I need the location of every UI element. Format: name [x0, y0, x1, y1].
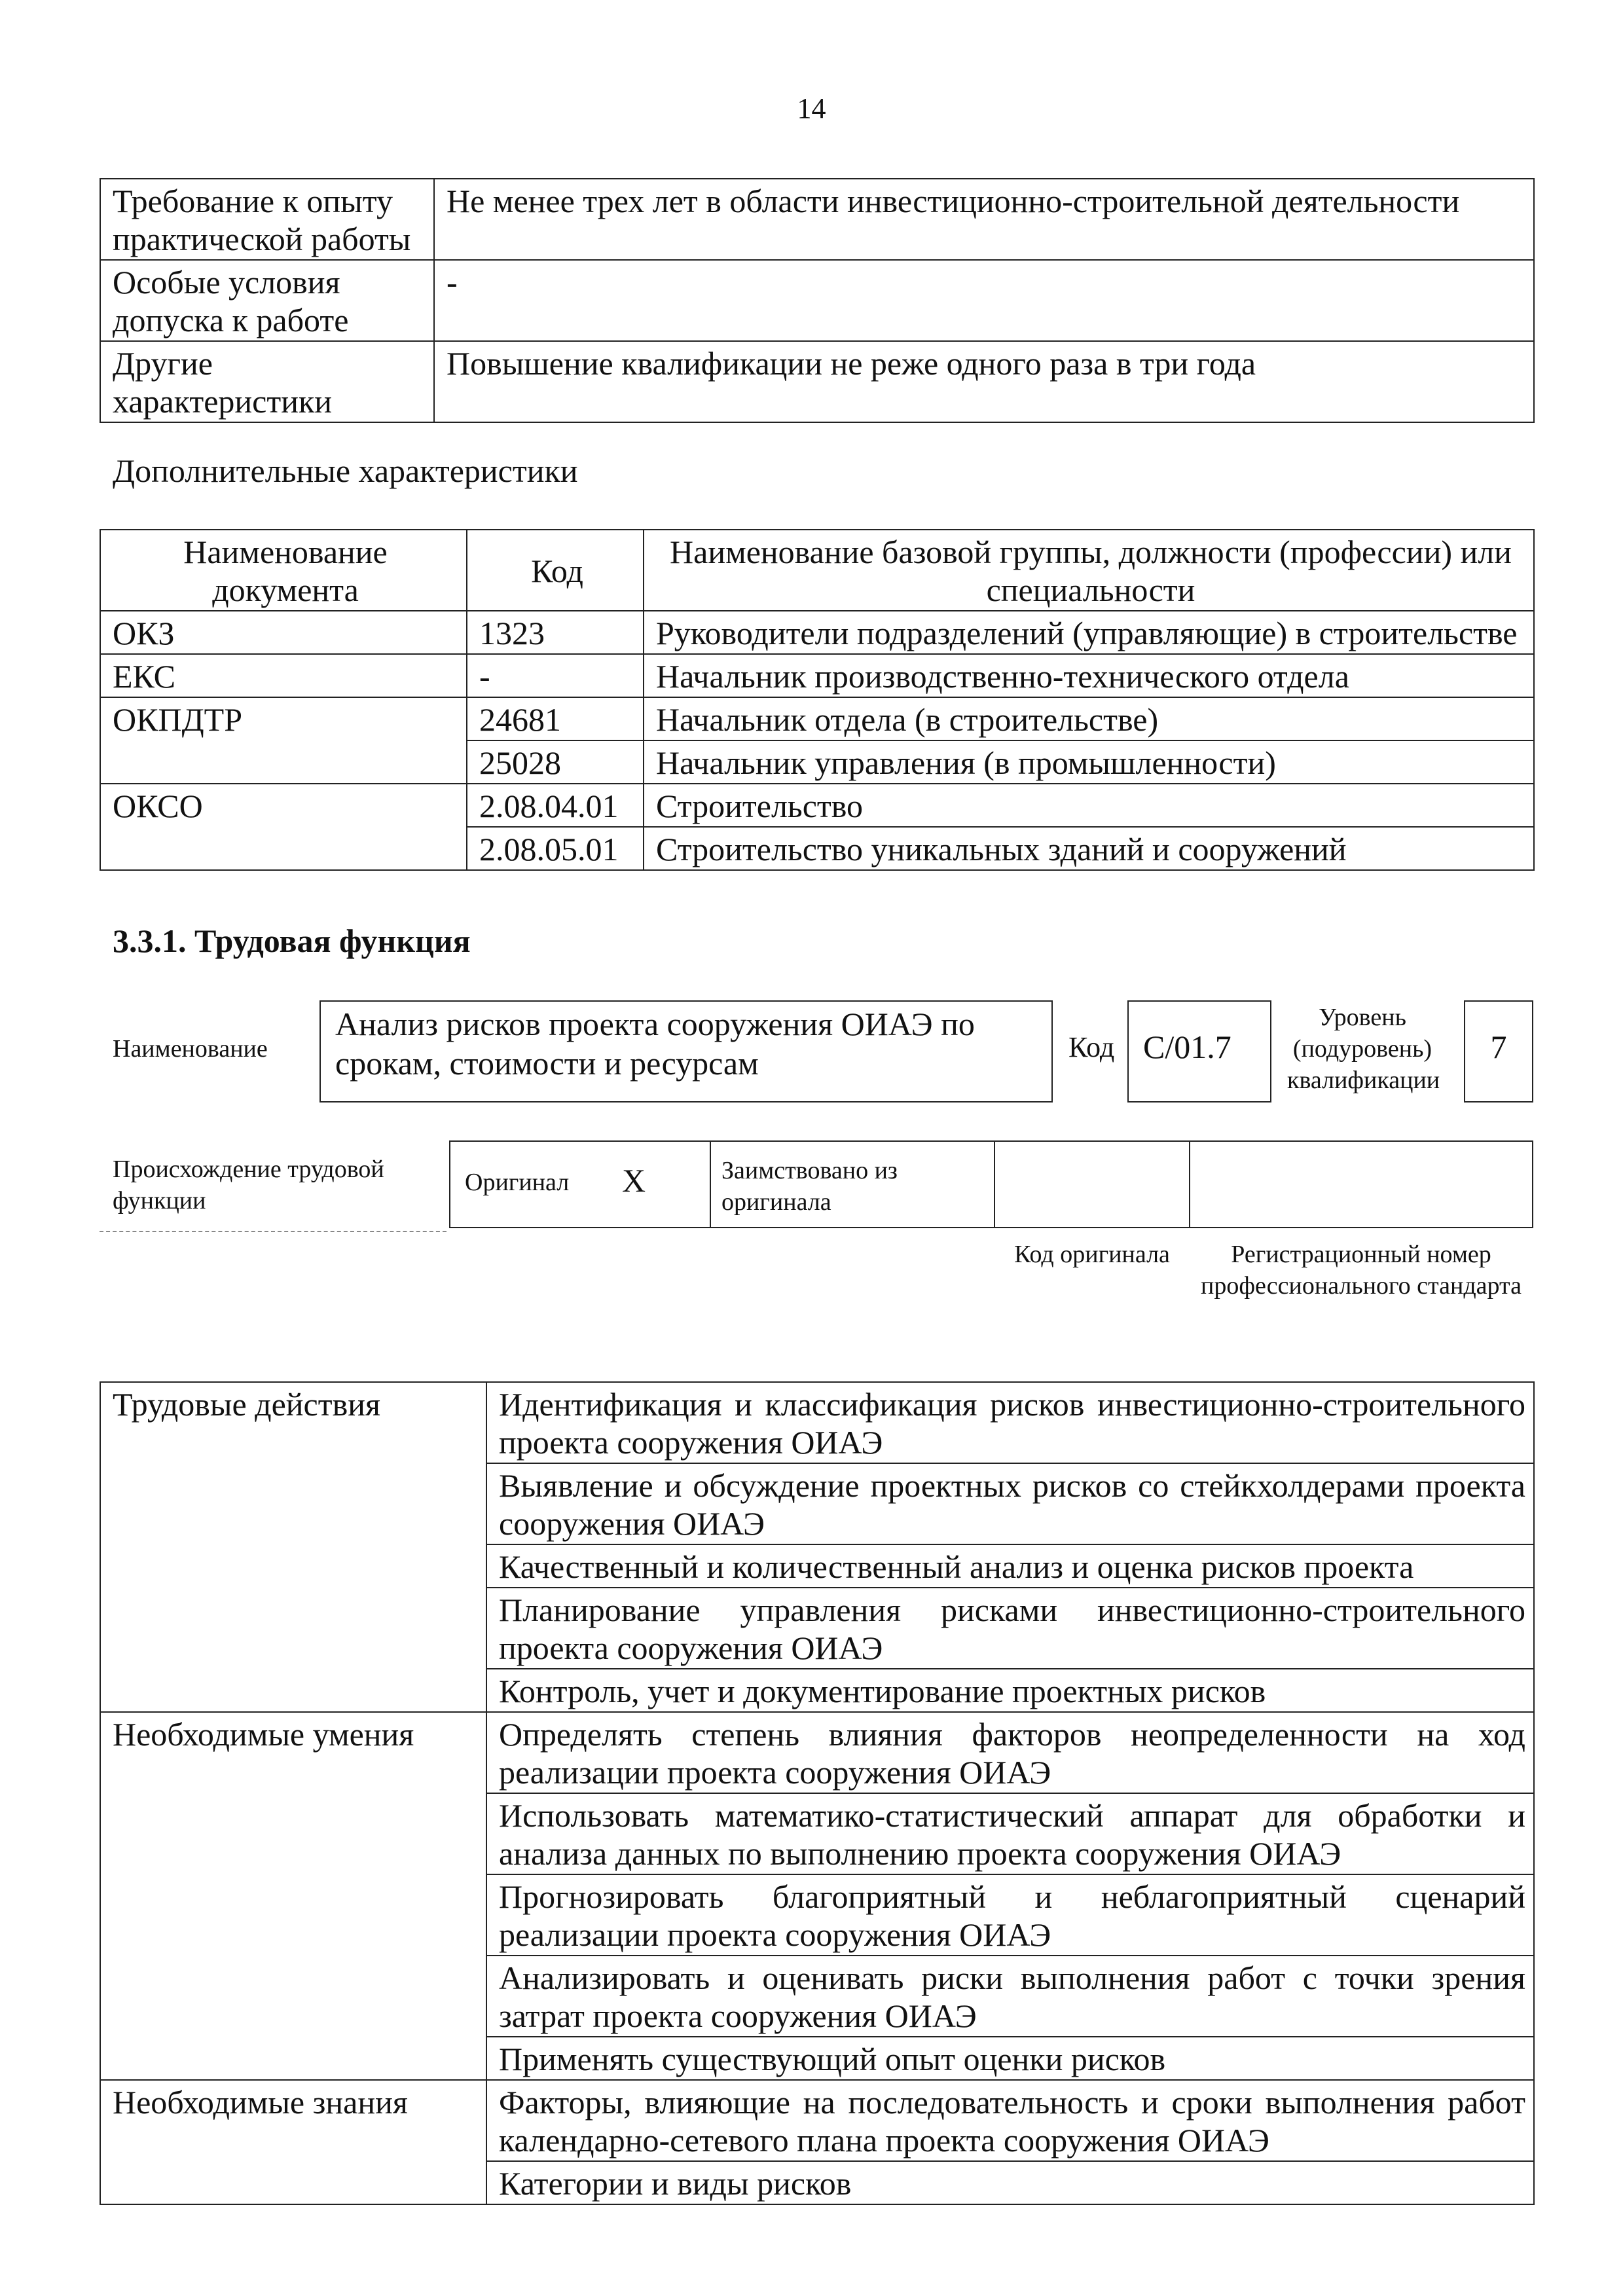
- doc-cell: ОКПДТР: [100, 697, 467, 784]
- requirement-label: Требование к опыту практической работы: [100, 179, 434, 260]
- action-item: Идентификация и классификация рисков инвестиционно-строительного проекта сооружения ОИАЭ: [486, 1382, 1534, 1463]
- additional-table: [100, 529, 1535, 871]
- skills-label: Необходимые умения: [100, 1712, 486, 2080]
- name-cell: Начальник управления (в промышленности): [644, 740, 1534, 784]
- requirement-value: Повышение квалификации не реже одного раза в три года: [434, 341, 1534, 422]
- level-value-box: 7: [1464, 1000, 1533, 1102]
- original-code-caption: Код оригинала: [1014, 1241, 1170, 1268]
- table-row: [100, 260, 1534, 341]
- name-cell: Руководители подразделений (управляющие) в строительстве: [644, 611, 1534, 654]
- table-row: [100, 784, 1534, 827]
- name-cell: Строительство: [644, 784, 1534, 827]
- function-name-box: Анализ рисков проекта сооружения ОИАЭ по срокам, стоимости и ресурсам: [319, 1000, 1053, 1102]
- duties-table: [100, 1381, 1535, 2205]
- original-label: Оригинал: [465, 1169, 570, 1196]
- action-item: Качественный и количественный анализ и оценка рисков проекта: [486, 1544, 1534, 1588]
- skill-item: Прогнозировать благоприятный и неблагоприятный сценарий реализации проекта сооружения ОИАЭ: [486, 1874, 1534, 1956]
- function-code-box: C/01.7: [1127, 1000, 1271, 1102]
- name-cell: Начальник отдела (в строительстве): [644, 697, 1534, 740]
- level-label: Уровень (подуровень) квалификации: [1287, 1004, 1440, 1094]
- table-row: [100, 654, 1534, 697]
- actions-label: Трудовые действия: [100, 1382, 486, 1712]
- action-item: Контроль, учет и документирование проектных рисков: [486, 1669, 1534, 1712]
- section-title: 3.3.1. Трудовая функция: [113, 922, 471, 959]
- code-cell: 2.08.04.01: [467, 784, 644, 827]
- table-row: [100, 611, 1534, 654]
- skill-item: Применять существующий опыт оценки рисков: [486, 2037, 1534, 2080]
- registration-number-caption: Регистрационный номер профессионального стандарта: [1201, 1241, 1522, 1300]
- page-number: 14: [797, 92, 826, 124]
- code-label: Код: [1068, 1031, 1115, 1063]
- requirement-value: -: [434, 260, 1534, 341]
- skill-item: Анализировать и оценивать риски выполнения работ с точки зрения затрат проекта сооружения ОИАЭ: [486, 1956, 1534, 2037]
- skill-item: Определять степень влияния факторов неопределенности на ход реализации проекта сооружения ОИАЭ: [486, 1712, 1534, 1793]
- table-row: [100, 1712, 1534, 1793]
- code-cell: 1323: [467, 611, 644, 654]
- name-cell: Строительство уникальных зданий и сооружений: [644, 827, 1534, 870]
- header-name: Наименование базовой группы, должности (профессии) или специальности: [644, 530, 1534, 611]
- code-cell: 2.08.05.01: [467, 827, 644, 870]
- requirement-label: Другие характеристики: [100, 341, 434, 422]
- table-row: [100, 697, 1534, 740]
- original-box: [449, 1140, 711, 1228]
- action-item: Выявление и обсуждение проектных рисков со стейкхолдерами проекта сооружения ОИАЭ: [486, 1463, 1534, 1544]
- doc-cell: ОКСО: [100, 784, 467, 870]
- origin-divider: [100, 1231, 447, 1232]
- original-mark: X: [622, 1162, 646, 1199]
- header-code: Код: [467, 530, 644, 611]
- requirement-label: Особые условия допуска к работе: [100, 260, 434, 341]
- name-label: Наименование: [113, 1035, 268, 1063]
- table-row: [100, 179, 1534, 260]
- knowledge-label: Необходимые знания: [100, 2080, 486, 2204]
- origin-label: Происхождение трудовой функции: [113, 1156, 384, 1214]
- action-item: Планирование управления рисками инвестиционно-строительного проекта сооружения ОИАЭ: [486, 1588, 1534, 1669]
- table-row: [100, 341, 1534, 422]
- borrowed-box: Заимствовано из оригинала: [710, 1140, 995, 1228]
- requirement-value: Не менее трех лет в области инвестиционно-строительной деятельности: [434, 179, 1534, 260]
- skill-item: Использовать математико-статистический аппарат для обработки и анализа данных по выполнению проекта сооружения ОИАЭ: [486, 1793, 1534, 1874]
- name-cell: Начальник производственно-технического отдела: [644, 654, 1534, 697]
- additional-heading: Дополнительные характеристики: [113, 452, 578, 489]
- knowledge-item: Факторы, влияющие на последовательность и сроки выполнения работ календарно-сетевого плана проекта сооружения ОИАЭ: [486, 2080, 1534, 2161]
- knowledge-item: Категории и виды рисков: [486, 2161, 1534, 2204]
- code-cell: -: [467, 654, 644, 697]
- registration-number-box: [1189, 1140, 1533, 1228]
- code-cell: 25028: [467, 740, 644, 784]
- doc-cell: ЕКС: [100, 654, 467, 697]
- code-cell: 24681: [467, 697, 644, 740]
- table-row: [100, 2080, 1534, 2161]
- table-row: [100, 1382, 1534, 1463]
- doc-cell: ОКЗ: [100, 611, 467, 654]
- requirements-table: [100, 178, 1535, 423]
- header-document: Наименование документа: [100, 530, 467, 611]
- table-header-row: [100, 530, 1534, 611]
- original-code-box: [994, 1140, 1190, 1228]
